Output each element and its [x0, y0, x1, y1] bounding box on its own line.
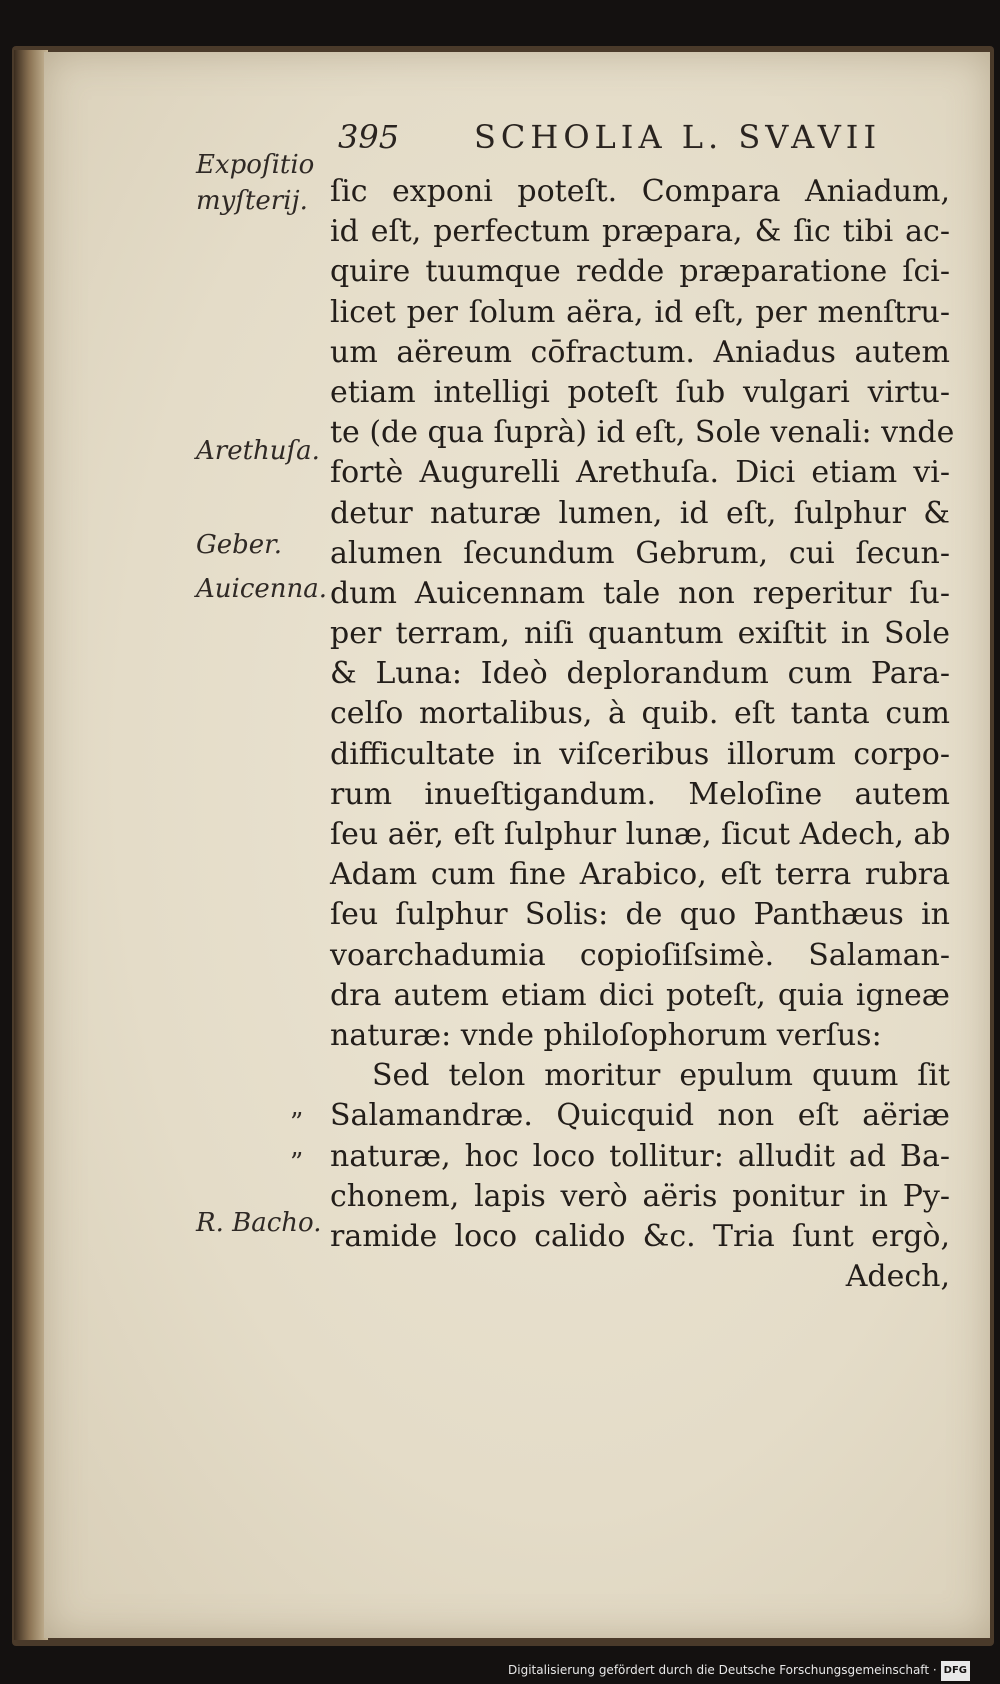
running-title: SCHOLIA L. SVAVII	[474, 118, 882, 156]
quote-mark: ”	[290, 1148, 304, 1178]
text-line: Sed telon moritur epulum quum ſit	[372, 1058, 950, 1094]
text-line: dra autem etiam dici poteſt, quia igneæ	[330, 977, 950, 1013]
text-line: te (de qua ſuprà) id eſt, Sole venali: vnde	[330, 415, 955, 451]
text-line: um aëreum cōfractum. Aniadus autem	[330, 334, 950, 370]
note-mysterij: myſterij.	[196, 186, 308, 216]
text-line: naturæ: vnde philoſophorum verſus:	[330, 1017, 882, 1053]
running-head	[338, 118, 898, 158]
text-line: celſo mortalibus, à quib. eſt tanta cum	[330, 696, 950, 732]
text-line: rum inueſtigandum. Meloſine autem	[330, 776, 950, 812]
text-line: voarchadumia copioſiſsimè. Salaman-	[330, 937, 950, 973]
text-line: ſeu ſulphur Solis: de quo Panthæus in	[330, 897, 950, 933]
credit-text: Digitalisierung gefördert durch die Deutsche Forschungsgemeinschaft ·	[508, 1663, 937, 1677]
text-line: Adam cum fine Arabico, eſt terra rubra	[330, 857, 950, 893]
text-line: ſeu aër, eſt ſulphur lunæ, ſicut Adech, ab	[330, 817, 951, 852]
text-line: fortè Augurelli Arethuſa. Dici etiam vi-	[330, 455, 950, 491]
text-line: dum Auicennam tale non reperitur ſu-	[330, 575, 950, 611]
note-arethusa: Arethuſa.	[196, 436, 320, 466]
text-line: id eſt, perfectum præpara, & ſic tibi ac-	[330, 214, 950, 250]
page-edge	[14, 50, 48, 1640]
note-geber: Geber.	[196, 530, 283, 560]
note-auicenna: Auicenna.	[196, 574, 328, 604]
text-line: naturæ, hoc loco tollitur: alludit ad Ba-	[330, 1138, 950, 1174]
text-line: per terram, niſi quantum exiſtit in Sole	[330, 616, 950, 652]
text-line: etiam intelligi poteſt ſub vulgari virtu-	[330, 374, 950, 410]
text-line: Salamandræ. Quicquid non eſt aëriæ	[330, 1098, 950, 1134]
page-number: 395	[338, 118, 400, 156]
digitization-credit	[508, 1660, 970, 1680]
catchword: Adech,	[845, 1259, 950, 1295]
quote-mark: ”	[290, 1108, 304, 1138]
text-line: ſic exponi poteſt. Compara Aniadum,	[330, 174, 950, 209]
text-line: difficultate in viſceribus illorum corpo-	[330, 736, 950, 772]
note-expositio: Expoſitio	[196, 150, 315, 180]
text-line: quire tuumque redde præparatione ſci-	[330, 254, 950, 290]
text-line: detur naturæ lumen, id eſt, ſulphur &	[330, 495, 950, 531]
text-line: ramide loco calido &c. Tria ſunt ergò,	[330, 1218, 950, 1254]
note-bacho: R. Bacho.	[196, 1208, 322, 1238]
body-text	[330, 172, 955, 1297]
text-line: chonem, lapis verò aëris ponitur in Py-	[330, 1178, 950, 1214]
dfg-logo-icon: DFG	[941, 1661, 970, 1681]
text-line: alumen ſecundum Gebrum, cui ſecun-	[330, 535, 950, 571]
text-line: & Luna: Ideò deplorandum cum Para-	[330, 656, 950, 692]
text-line: licet per ſolum aëra, id eſt, per menſtru-	[330, 294, 950, 330]
